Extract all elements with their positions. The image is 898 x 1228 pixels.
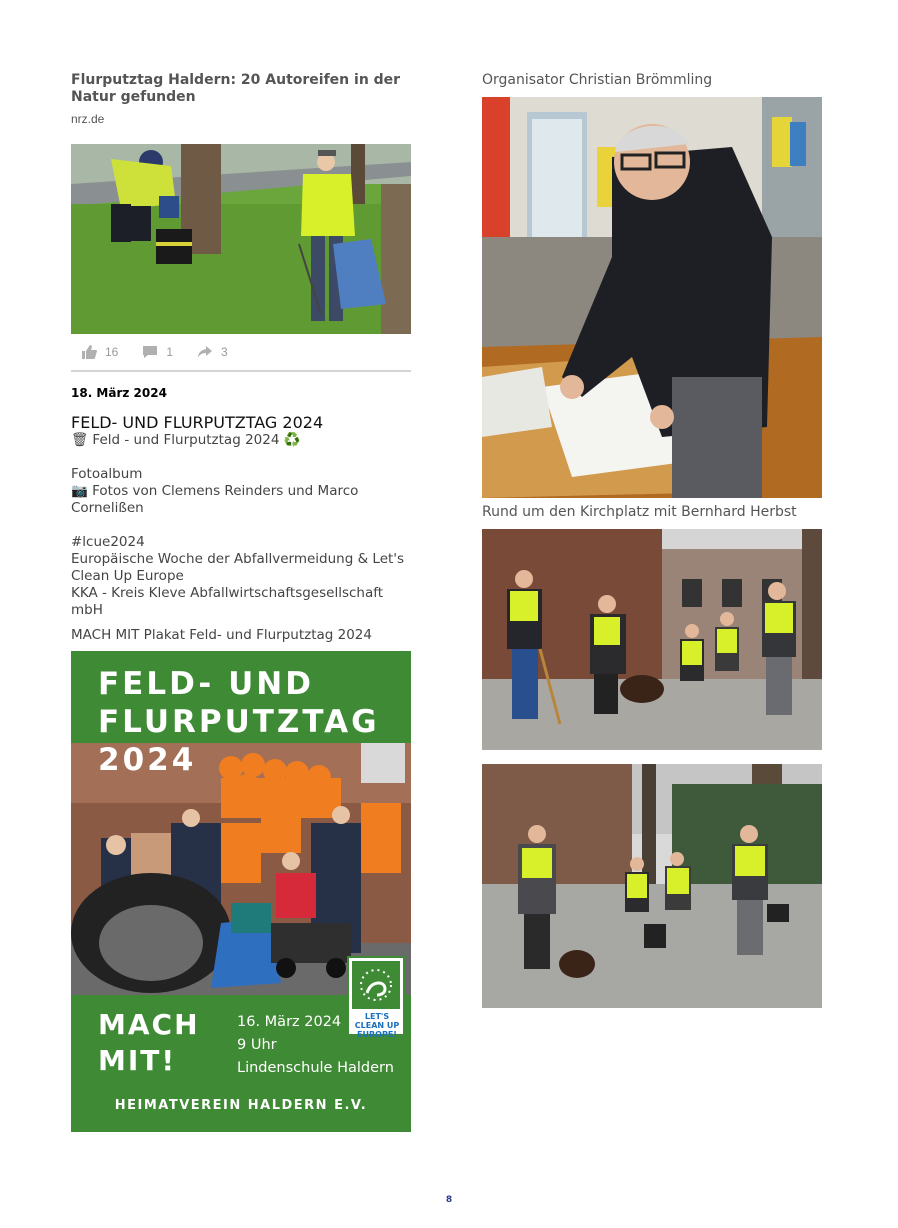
- article-source[interactable]: nrz.de: [71, 112, 105, 126]
- photo-group-kirchplatz-2[interactable]: [482, 764, 822, 1008]
- poster-place: Lindenschule Haldern: [237, 1060, 394, 1076]
- poster-title-line-3: 2024: [98, 742, 197, 778]
- poster-call-to-action: MACH MIT!: [98, 1008, 200, 1077]
- post-heading: FELD- UND FLURPUTZTAG 2024: [71, 413, 324, 432]
- photo-organizer[interactable]: [482, 97, 822, 498]
- poster-organizer: HEIMATVEREIN HALDERN E.V.: [114, 1098, 368, 1113]
- album-label[interactable]: Fotoalbum: [71, 466, 143, 482]
- link-ewav-1[interactable]: Europäische Woche der Abfallvermeidung & Let's: [71, 551, 405, 567]
- article-title-line-2: Natur gefunden: [71, 89, 196, 105]
- comment-icon: [142, 345, 158, 359]
- right-column: [482, 72, 822, 1008]
- post-date: 18. März 2024: [71, 386, 167, 400]
- like-count: 16: [105, 345, 119, 359]
- like-action[interactable]: [81, 345, 118, 359]
- link-kka[interactable]: KKA - Kreis Kleve Abfallwirtschaftsgesellschaft mbH: [71, 585, 384, 618]
- poster-title-line-1: FELD- UND: [98, 666, 314, 702]
- comment-count: 1: [166, 345, 174, 359]
- album-line-2[interactable]: Cornelißen: [71, 500, 144, 516]
- photo-group-kirchplatz-1[interactable]: [482, 529, 822, 750]
- post-subheading: 🗑 Feld - und Flurputztag 2024 ♻️: [71, 432, 301, 448]
- photo-caption-1: Organisator Christian Brömmling: [482, 72, 713, 88]
- album-line-1[interactable]: 📷 Fotos von Clemens Reinders und Marco: [71, 483, 359, 499]
- left-column: [71, 72, 411, 644]
- poster-details: [237, 1011, 394, 1080]
- poster-title-line-2: FLURPUTZTAG: [98, 704, 380, 740]
- thumbs-up-icon: [81, 345, 97, 359]
- share-icon: [197, 345, 213, 359]
- article-photo[interactable]: [71, 144, 411, 334]
- poster-title: [98, 665, 380, 779]
- comment-action[interactable]: [142, 345, 173, 359]
- photo-caption-2: Rund um den Kirchplatz mit Bernhard Herbst: [482, 504, 797, 520]
- hashtag[interactable]: #lcue2024: [71, 534, 145, 550]
- poster-time: 9 Uhr: [237, 1037, 277, 1053]
- badge-text: LET'S CLEAN UP EUROPE!: [354, 1012, 400, 1039]
- share-action[interactable]: [197, 345, 228, 359]
- article-title-line-1: Flurputztag Haldern: 20 Autoreifen in der: [71, 72, 401, 88]
- article-title[interactable]: [71, 72, 411, 106]
- page-number: 8: [445, 1195, 453, 1205]
- social-bar: [71, 334, 411, 372]
- poster-image[interactable]: [71, 651, 411, 1132]
- share-count: 3: [221, 345, 228, 359]
- poster-date: 16. März 2024: [237, 1014, 342, 1030]
- link-ewav-2[interactable]: Clean Up Europe: [71, 568, 184, 584]
- link-poster[interactable]: MACH MIT Plakat Feld- und Flurputztag 2024: [71, 627, 372, 643]
